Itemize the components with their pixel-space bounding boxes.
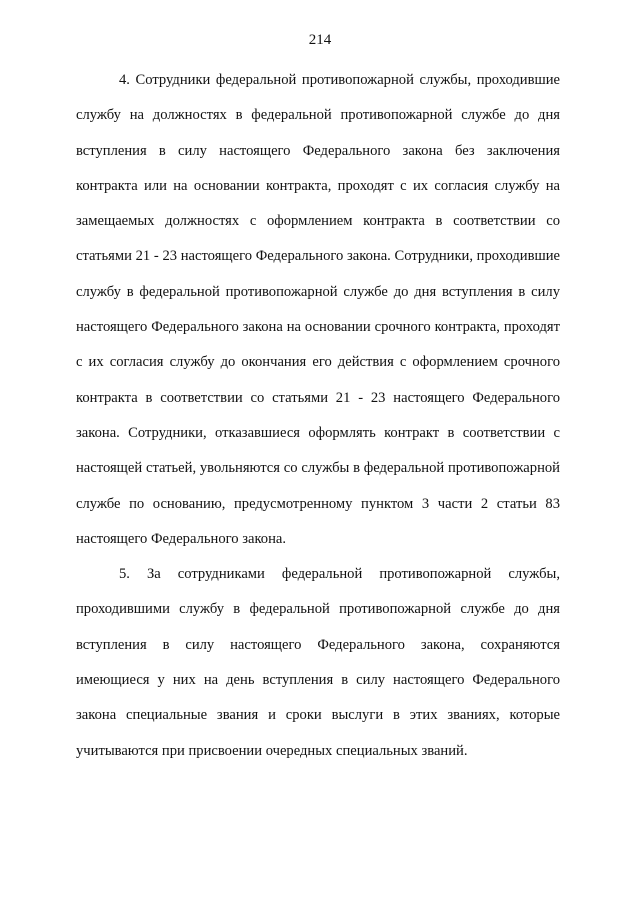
paragraph-4: 4. Сотрудники федеральной противопожарной службы, проходившие службу на должностях в федеральной противопожарной службе до дня вступления в силу настоящего Федерального закона без заключения контракта или на основании контракта, проходят с их согласия службу на замещаемых должностях с оформлением контракта в соответствии со статьями 21 - 23 настоящего Федерального закона. Сотрудники, проходившие службу в федеральной противопожарной службе до дня вступления в силу настоящего Федерального закона на основании срочного контракта, проходят с их согласия службу до окончания его действия с оформлением срочного контракта в соответствии со статьями 21 - 23 настоящего Федерального закона. Сотрудники, отказавшиеся оформлять контракт в соответствии с настоящей статьей, увольняются со службы в федеральной противопожарной службе по основанию, предусмотренному пунктом 3 части 2 статьи 83 настоящего Федерального закона. [76, 72, 560, 547]
page-number: 214 [308, 32, 332, 48]
document-body [76, 63, 560, 769]
paragraph-5: 5. За сотрудниками федеральной противопожарной службы, проходившими службу в федеральной противопожарной службе до дня вступления в силу настоящего Федерального закона, сохраняются имеющиеся у них на день вступления в силу настоящего Федерального закона специальные звания и сроки выслуги в этих званиях, которые учитываются при присвоении очередных специальных званий. [76, 566, 560, 759]
